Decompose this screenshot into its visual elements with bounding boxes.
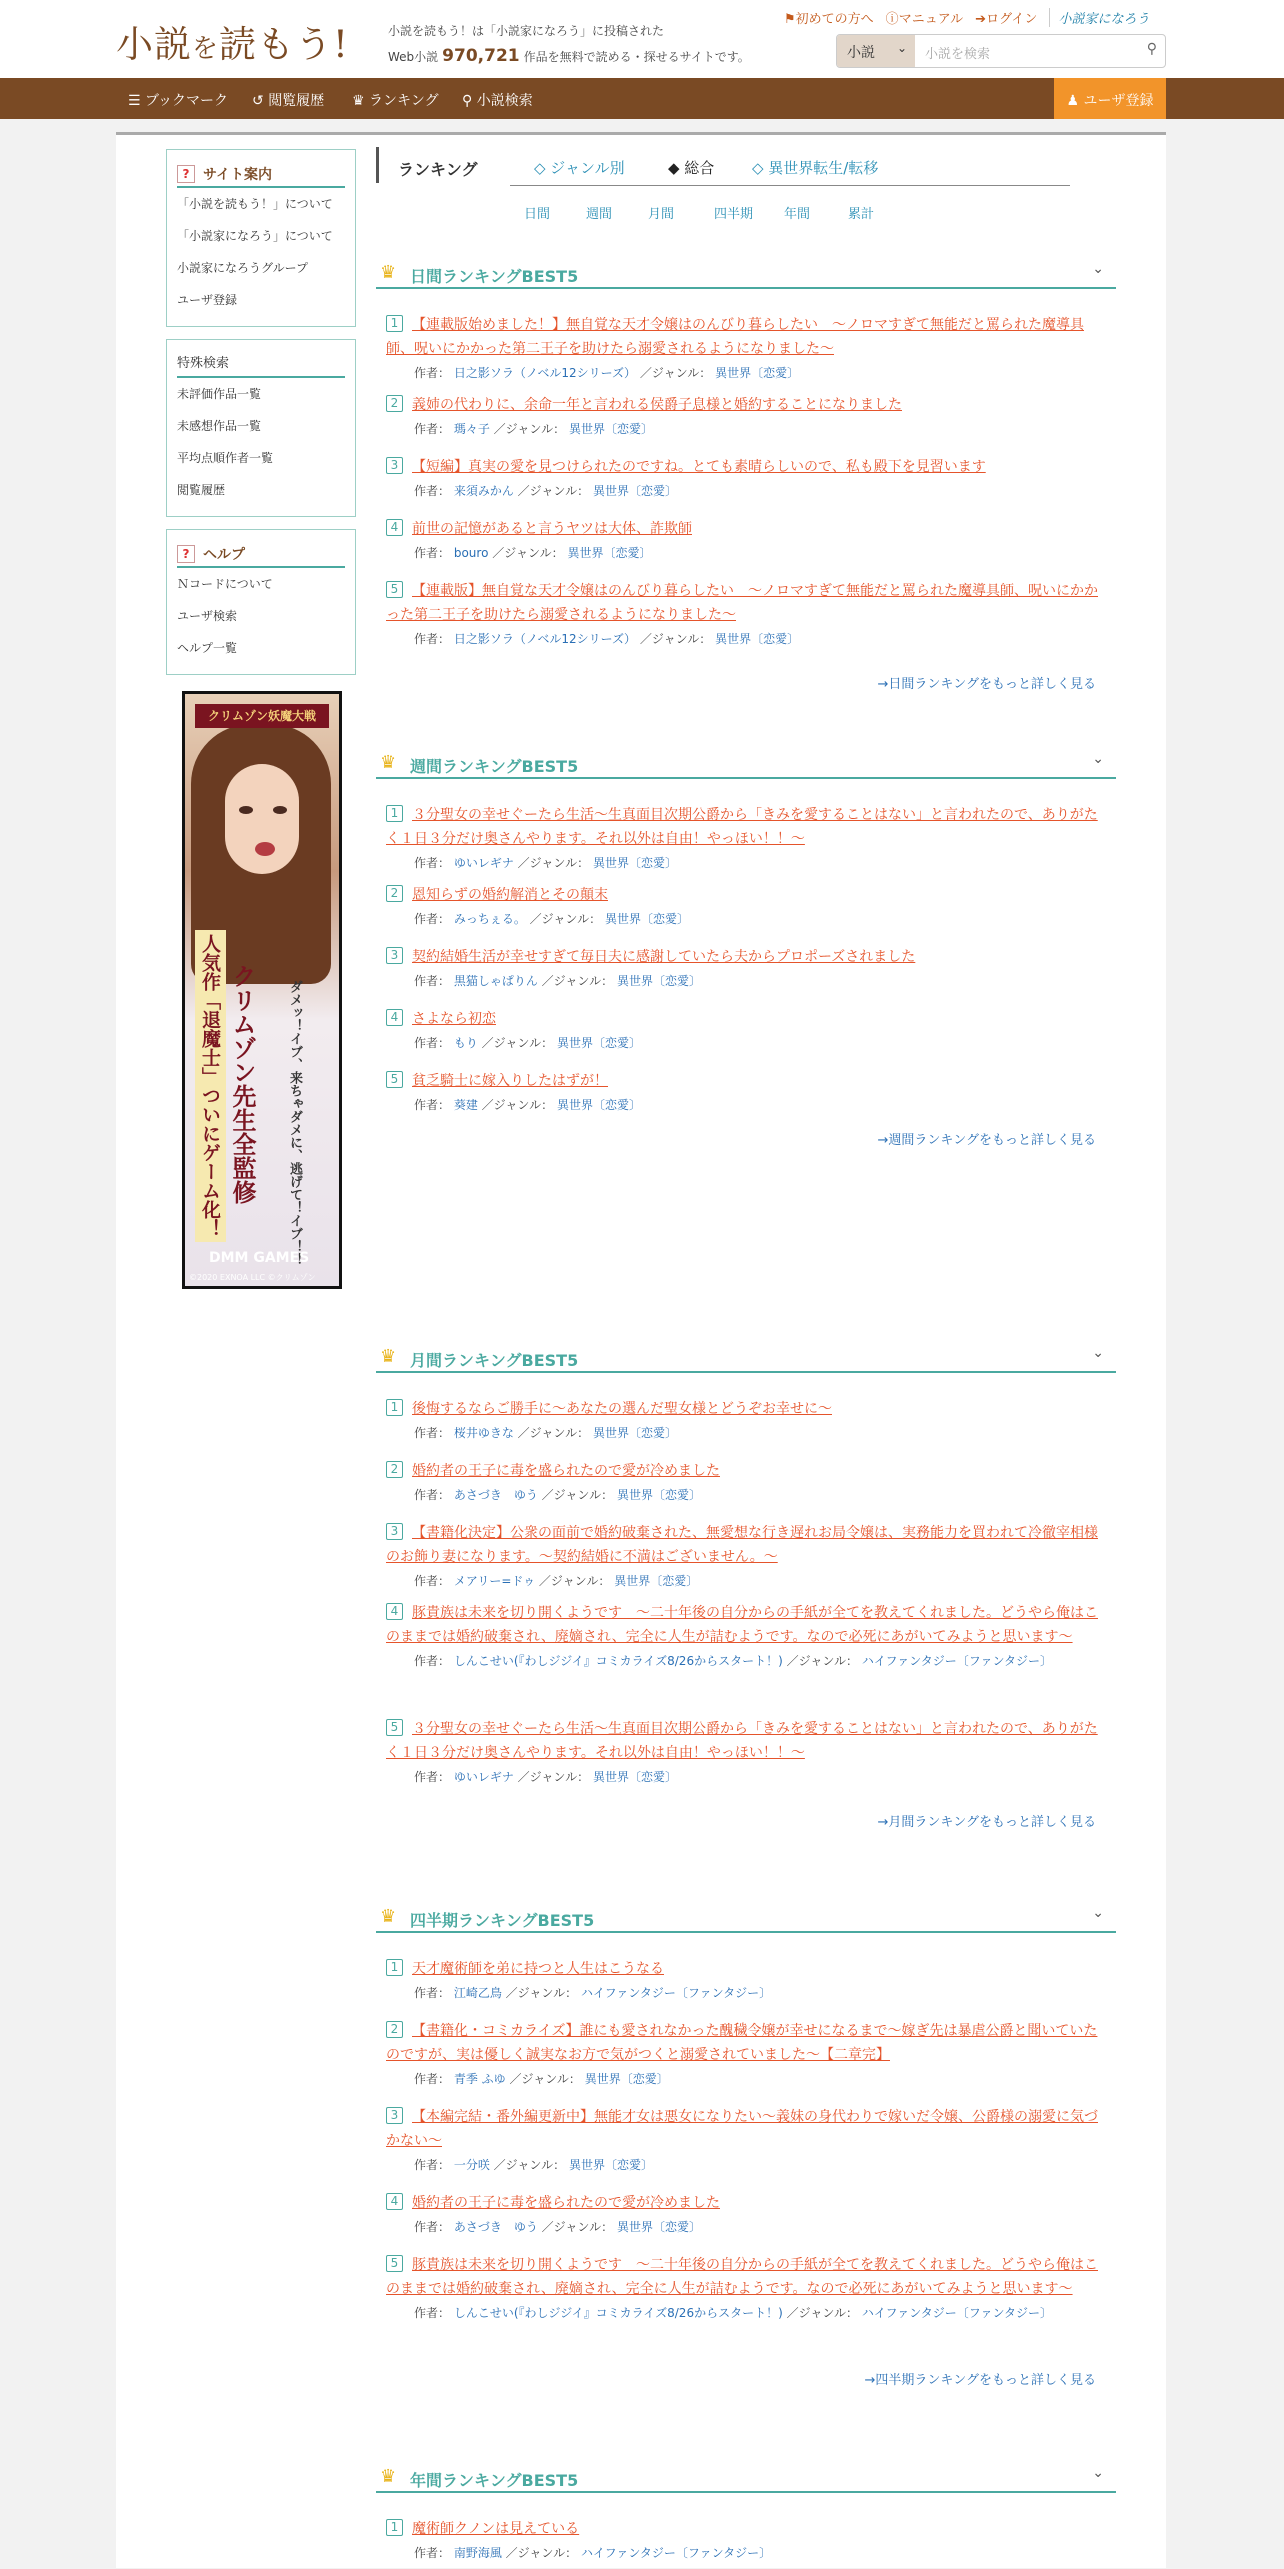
entry-meta: 作者： 江崎乙鳥 ／ジャンル： ハイファンタジー〔ファンタジー〕	[414, 1986, 772, 2000]
ad-title: クリムゾン妖魔大戦	[195, 704, 329, 728]
section-title: 年間ランキングBEST5	[410, 2471, 579, 2490]
entry-meta: 作者： あさづき ゆう ／ジャンル： 異世界〔恋愛〕	[414, 1488, 701, 1502]
chevron-down-icon[interactable]: ⌄	[1092, 1345, 1104, 1361]
author-link[interactable]: 江崎乙鳥	[453, 1986, 502, 2000]
rank-number: 1	[386, 1399, 403, 1416]
ranking-entry	[386, 2019, 1106, 2089]
entry-title-link[interactable]: 天才魔術師を弟に持つと人生はこうなる	[412, 1961, 664, 1977]
ad-character-eye	[273, 806, 287, 814]
section-title: 四半期ランキングBEST5	[410, 1911, 595, 1930]
rank-number: 5	[386, 2255, 403, 2272]
sidebar-help	[166, 529, 356, 675]
entry-meta: 作者： 日之影ソラ（ノベル12シリーズ） ／ジャンル： 異世界〔恋愛〕	[414, 632, 800, 646]
tab-genre[interactable]: ◇ ジャンル別	[534, 159, 625, 177]
nav-search-label: 小説検索	[476, 93, 533, 109]
entry-meta: 作者： みっちぇる。 ／ジャンル： 異世界〔恋愛〕	[414, 912, 689, 926]
tabs-underline	[510, 185, 1070, 186]
genre-link[interactable]: 異世界〔恋愛〕	[616, 2220, 701, 2234]
ranking-entry	[386, 1717, 1106, 1787]
genre-link[interactable]: 異世界〔恋愛〕	[616, 1488, 701, 1502]
chevron-down-icon[interactable]: ⌄	[1092, 261, 1104, 277]
sidebar-special	[166, 339, 356, 517]
ranking-entry	[386, 2105, 1106, 2175]
section-monthly	[376, 1339, 1116, 1859]
author-link[interactable]: 葵建	[453, 1098, 478, 1112]
section-header[interactable]	[376, 745, 1116, 779]
period-quarterly[interactable]: 四半期	[714, 207, 754, 222]
search-box	[836, 34, 1166, 68]
user-register-button[interactable]	[1054, 78, 1166, 119]
author-link[interactable]: 日之影ソラ（ノベル12シリーズ）	[453, 366, 637, 380]
genre-link[interactable]: 異世界〔恋愛〕	[556, 1036, 641, 1050]
entry-meta: 作者： 桜井ゆきな ／ジャンル： 異世界〔恋愛〕	[414, 1426, 677, 1440]
search-category-value: 小説	[847, 45, 875, 61]
sidebar-item-avg-author[interactable]: 平均点順作者一覧	[177, 451, 274, 465]
rank-number: 3	[386, 1523, 403, 1540]
ranking-entry	[386, 1069, 1106, 1115]
ranking-entry	[386, 945, 1106, 991]
section-yearly	[376, 2459, 1116, 2569]
work-count: 970,721	[442, 46, 520, 66]
site-logo[interactable]	[116, 14, 349, 68]
ad-copyright: ©2020 EXNOA LLC ©クリムゾン	[189, 1273, 316, 1282]
ranking-entry	[386, 883, 1106, 929]
nav-history-label: 閲覧履歴	[268, 93, 325, 109]
entry-title-link[interactable]: 【連載版始めました！】無自覚な天才令嬢はのんびり暮らしたい ～ノロマすぎて無能だと罵られた魔導具師、呪いにかかった第二王子を助けたら溺愛されるようになりました～	[386, 317, 1084, 357]
rank-number: 5	[386, 581, 403, 598]
author-link[interactable]: 南野海風	[453, 2546, 502, 2560]
genre-link[interactable]: ハイファンタジー〔ファンタジー〕	[580, 2546, 772, 2560]
flag-icon: ⚑	[784, 12, 796, 27]
entry-title-link[interactable]: 【書籍化決定】公衆の面前で婚約破棄された、無愛想な行き遅れお局令嬢は、実務能力を買われて冷徹宰相様のお飾り妻になります。～契約結婚に不満はございません。～	[386, 1525, 1098, 1565]
period-yearly[interactable]: 年間	[784, 207, 811, 222]
rank-number: 3	[386, 2107, 403, 2124]
nav-search[interactable]	[462, 90, 533, 110]
ad-character-face	[225, 764, 299, 874]
ranking-entry	[386, 1601, 1106, 1671]
entry-meta: 作者： 葵建 ／ジャンル： 異世界〔恋愛〕	[414, 1098, 641, 1112]
entry-meta: 作者： ゆいレギナ ／ジャンル： 異世界〔恋愛〕	[414, 1770, 677, 1784]
beginner-link-label: 初めての方へ	[795, 12, 874, 27]
section-header[interactable]	[376, 1899, 1116, 1933]
rank-number: 4	[386, 1603, 403, 1620]
sidebar-item-about-yomou[interactable]: 「小説を読もう！」について	[177, 197, 333, 211]
search-icon[interactable]: ⚲	[1146, 41, 1157, 57]
genre-link[interactable]: 異世界〔恋愛〕	[592, 1770, 677, 1784]
entry-title-link[interactable]: 義姉の代わりに、余命一年と言われる侯爵子息様と婚約することになりました	[412, 397, 902, 413]
ad-dialogue: ダメッ！イブ、来ちゃダメに、逃げて！イブ！！	[287, 980, 302, 1266]
author-link[interactable]: bouro	[453, 546, 489, 560]
ad-character-mouth	[255, 842, 275, 856]
sidebar-item-about-narou[interactable]: 「小説家になろう」について	[177, 229, 333, 243]
author-link[interactable]: しんこせい(『わしジジイ』コミカライズ8/26からスタート！)	[453, 1654, 783, 1668]
genre-link[interactable]: 異世界〔恋愛〕	[592, 856, 677, 870]
section-title: 日間ランキングBEST5	[410, 267, 579, 286]
section-title: 週間ランキングBEST5	[410, 757, 579, 776]
author-link[interactable]: ゆいレギナ	[453, 1770, 514, 1784]
ranking-entry	[386, 1459, 1106, 1505]
ranking-title: ランキング	[398, 160, 478, 179]
sidebar-item-register[interactable]: ユーザ登録	[177, 293, 238, 307]
question-icon: ?	[177, 165, 195, 183]
genre-link[interactable]: 異世界〔恋愛〕	[614, 1574, 699, 1588]
entry-title-link[interactable]: 【本編完結・番外編更新中】無能才女は悪女になりたい～義妹の身代わりで嫁いだ令嬢、公爵様の溺愛に気づかない～	[386, 2109, 1098, 2149]
search-category-select[interactable]	[837, 35, 915, 67]
question-icon: ?	[177, 545, 195, 563]
crown-icon: ♛	[380, 262, 397, 283]
crown-icon: ♛	[380, 2466, 397, 2487]
rank-number: 4	[386, 519, 403, 536]
main-content	[116, 132, 1166, 2568]
ad-brand-logo: DMM GAMES	[209, 1250, 310, 1266]
manual-link[interactable]	[886, 8, 964, 27]
section-title: 月間ランキングBEST5	[410, 1351, 579, 1370]
chevron-down-icon[interactable]: ⌄	[1092, 2465, 1104, 2481]
sidebar-item-no-review[interactable]: 未感想作品一覧	[177, 419, 262, 433]
author-link[interactable]: みっちぇる。	[453, 912, 526, 926]
nav-ranking-label: ランキング	[369, 93, 439, 109]
user-icon: ♟	[1066, 93, 1080, 109]
rank-number: 2	[386, 395, 403, 412]
entry-title-link[interactable]: さよなら初恋	[412, 1011, 496, 1027]
period-daily[interactable]: 日間	[524, 207, 551, 222]
entry-meta: 作者： 黒猫しゃぱりん ／ジャンル： 異世界〔恋愛〕	[414, 974, 701, 988]
narou-link[interactable]: 小説家になろう	[1049, 8, 1149, 27]
login-link[interactable]	[975, 8, 1037, 27]
author-link[interactable]: ゆいレギナ	[453, 856, 514, 870]
ranking-entry	[386, 517, 1106, 563]
entry-title-link[interactable]: 契約結婚生活が幸せすぎて毎日夫に感謝していたら夫からプロポーズされました	[412, 949, 916, 965]
rank-number: 2	[386, 2021, 403, 2038]
nav-bookmark-label: ブックマーク	[145, 93, 229, 109]
entry-meta: 作者： メアリー=ドゥ ／ジャンル： 異世界〔恋愛〕	[414, 1574, 699, 1588]
entry-meta: 作者： もり ／ジャンル： 異世界〔恋愛〕	[414, 1036, 641, 1050]
entry-title-link[interactable]: 【連載版】無自覚な天才令嬢はのんびり暮らしたい ～ノロマすぎて無能だと罵られた魔導具師、呪いにかかった第二王子を助けたら溺愛されるようになりました～	[386, 583, 1098, 623]
manual-link-label: マニュアル	[898, 12, 964, 27]
period-total[interactable]: 累計	[848, 207, 875, 222]
ranking-entry	[386, 2253, 1106, 2323]
entry-meta: 作者： 日之影ソラ（ノベル12シリーズ） ／ジャンル： 異世界〔恋愛〕	[414, 366, 800, 380]
sidebar-guide-header	[177, 150, 345, 188]
genre-link[interactable]: 異世界〔恋愛〕	[604, 912, 689, 926]
ranking-entry	[386, 1957, 1106, 2003]
author-link[interactable]: 黒猫しゃぱりん	[453, 974, 538, 988]
ranking-entry	[386, 1521, 1106, 1591]
section-daily	[376, 255, 1116, 695]
entry-title-link[interactable]: 魔術師クノンは見えている	[412, 2521, 580, 2537]
tab-overall[interactable]: ◆ 総合	[668, 159, 715, 177]
genre-link[interactable]: 異世界〔恋愛〕	[592, 1426, 677, 1440]
main-nav	[0, 78, 1284, 119]
sidebar-item-ncode[interactable]: Ｎコードについて	[177, 577, 273, 591]
entry-title-link[interactable]: ３分聖女の幸せぐーたら生活～生真面目次期公爵から「きみを愛することはない」と言われたので、ありがたく１日３分だけ奥さんやります。それ以外は自由！やっほい！！～	[386, 1721, 1098, 1761]
sidebar-item-user-search[interactable]: ユーザ検索	[177, 609, 238, 623]
rank-number: 2	[386, 1461, 403, 1478]
logo-text-main: 小説	[116, 23, 192, 66]
desc-prefix: Web小説	[388, 50, 439, 64]
author-link[interactable]: 来須みかん	[453, 484, 514, 498]
history-icon: ↺	[252, 93, 264, 109]
genre-link[interactable]: ハイファンタジー〔ファンタジー〕	[861, 2306, 1053, 2320]
entry-meta: 作者： しんこせい(『わしジジイ』コミカライズ8/26からスタート！) ／ジャンル： ハイファンタジー〔ファンタジー〕	[414, 1654, 1053, 1668]
rank-number: 1	[386, 2519, 403, 2536]
nav-ranking[interactable]	[352, 90, 439, 110]
author-link[interactable]: 桜井ゆきな	[453, 1426, 514, 1440]
entry-title-link[interactable]: ３分聖女の幸せぐーたら生活～生真面目次期公爵から「きみを愛することはない」と言われたので、ありがたく１日３分だけ奥さんやります。それ以外は自由！やっほい！！～	[386, 807, 1098, 847]
entry-meta: 作者： 青季 ふゆ ／ジャンル： 異世界〔恋愛〕	[414, 2072, 669, 2086]
genre-link[interactable]: 異世界〔恋愛〕	[715, 366, 800, 380]
crown-icon: ♛	[352, 93, 365, 109]
rank-number: 1	[386, 315, 403, 332]
desc-suffix: 作品を無料で読める・探せるサイトです。	[523, 50, 750, 64]
more-monthly-link[interactable]: →月間ランキングをもっと詳しく見る	[877, 1815, 1096, 1830]
period-links	[524, 203, 1084, 223]
genre-link[interactable]: ハイファンタジー〔ファンタジー〕	[580, 1986, 772, 2000]
author-link[interactable]: あさづき ゆう	[453, 2220, 538, 2234]
crown-icon: ♛	[380, 752, 397, 773]
rank-number: 2	[386, 885, 403, 902]
chevron-down-icon: ⌄	[896, 41, 907, 55]
site-description-line1: 小説を読もう！は「小説家になろう」に投稿された	[388, 24, 665, 38]
author-link[interactable]: メアリー=ドゥ	[453, 1574, 536, 1588]
section-header[interactable]	[376, 255, 1116, 289]
sidebar-help-title: ヘルプ	[203, 546, 245, 563]
chevron-down-icon[interactable]: ⌄	[1092, 751, 1104, 767]
entry-meta: 作者： bouro ／ジャンル： 異世界〔恋愛〕	[414, 546, 652, 560]
rank-number: 1	[386, 805, 403, 822]
entry-title-link[interactable]: 【書籍化・コミカライズ】誰にも愛されなかった醜穢令嬢が幸せになるまで～嫁ぎ先は暴虐公爵と聞いていたのですが、実は優しく誠実なお方で気がつくと溺愛されていました～【二章完】	[386, 2023, 1098, 2063]
crown-icon: ♛	[380, 1906, 397, 1927]
more-weekly-link[interactable]: →週間ランキングをもっと詳しく見る	[877, 1133, 1096, 1148]
user-register-label: ユーザ登録	[1083, 93, 1154, 109]
genre-link[interactable]: 異世界〔恋愛〕	[715, 632, 800, 646]
search-input[interactable]: 小説を検索	[925, 47, 991, 62]
entry-meta: 作者： 瑪々子 ／ジャンル： 異世界〔恋愛〕	[414, 422, 653, 436]
author-link[interactable]: しんこせい(『わしジジイ』コミカライズ8/26からスタート！)	[453, 2306, 783, 2320]
genre-link[interactable]: 異世界〔恋愛〕	[568, 2158, 653, 2172]
sidebar-item-unrated[interactable]: 未評価作品一覧	[177, 387, 262, 401]
ad-character-eye	[239, 806, 253, 814]
sidebar-guide-title: サイト案内	[203, 166, 273, 183]
genre-link[interactable]: 異世界〔恋愛〕	[616, 974, 701, 988]
entry-meta: 作者： あさづき ゆう ／ジャンル： 異世界〔恋愛〕	[414, 2220, 701, 2234]
rank-number: 4	[386, 1009, 403, 1026]
site-description-line2	[388, 46, 750, 66]
section-header[interactable]	[376, 2459, 1116, 2493]
author-link[interactable]: 瑪々子	[453, 422, 490, 436]
genre-link[interactable]: 異世界〔恋愛〕	[592, 484, 677, 498]
entry-meta: 作者： しんこせい(『わしジジイ』コミカライズ8/26からスタート！) ／ジャンル： ハイファンタジー〔ファンタジー〕	[414, 2306, 1053, 2320]
ranking-entry	[386, 803, 1106, 873]
author-link[interactable]: もり	[453, 1036, 478, 1050]
genre-link[interactable]: 異世界〔恋愛〕	[556, 1098, 641, 1112]
nav-history[interactable]	[252, 90, 324, 110]
sidebar-item-group[interactable]: 小説家になろうグループ	[177, 261, 309, 275]
genre-link[interactable]: ハイファンタジー〔ファンタジー〕	[861, 1654, 1053, 1668]
entry-title-link[interactable]: 豚貴族は未来を切り開くようです ～二十年後の自分からの手紙が全てを教えてくれました。どうやら俺はこのままでは婚約破棄され、廃嫡され、完全に人生が詰むようです。なので必死にあがいてみようと思います～	[386, 2257, 1098, 2297]
entry-title-link[interactable]: 【短編】真実の愛を見つけられたのですね。とても素晴らしいので、私も殿下を見習います	[412, 459, 986, 475]
ad-tagline: 人気作「退魔士」ついにゲーム化！	[195, 930, 226, 1242]
list-icon: ☰	[128, 93, 141, 109]
ranking-entry	[386, 313, 1106, 383]
site-header	[0, 0, 1284, 78]
entry-meta: 作者： ゆいレギナ ／ジャンル： 異世界〔恋愛〕	[414, 856, 677, 870]
author-link[interactable]: 青季 ふゆ	[453, 2072, 506, 2086]
rank-number: 3	[386, 457, 403, 474]
beginner-link[interactable]	[784, 8, 874, 27]
author-link[interactable]: あさづき ゆう	[453, 1488, 538, 1502]
entry-title-link[interactable]: 婚約者の王子に毒を盛られたので愛が冷めました	[412, 2195, 720, 2211]
ranking-entry	[386, 393, 1106, 439]
chevron-down-icon[interactable]: ⌄	[1092, 1905, 1104, 1921]
more-daily-link[interactable]: →日間ランキングをもっと詳しく見る	[877, 677, 1096, 692]
entry-meta: 作者： 南野海風 ／ジャンル： ハイファンタジー〔ファンタジー〕	[414, 2546, 772, 2560]
question-icon: ⓘ	[885, 12, 899, 27]
rank-number: 4	[386, 2193, 403, 2210]
sidebar-guide	[166, 149, 356, 327]
period-monthly[interactable]: 月間	[648, 207, 675, 222]
ranking-entry	[386, 455, 1106, 501]
rank-number: 5	[386, 1719, 403, 1736]
rank-number: 1	[386, 1959, 403, 1976]
genre-link[interactable]: 異世界〔恋愛〕	[568, 422, 653, 436]
genre-link[interactable]: 異世界〔恋愛〕	[584, 2072, 669, 2086]
ranking-entry	[386, 579, 1106, 649]
ranking-entry	[386, 1397, 1106, 1443]
entry-title-link[interactable]: 後悔するならご勝手に～あなたの選んだ聖女様とどうぞお幸せに～	[412, 1401, 832, 1417]
genre-link[interactable]: 異世界〔恋愛〕	[567, 546, 652, 560]
entry-title-link[interactable]: 豚貴族は未来を切り開くようです ～二十年後の自分からの手紙が全てを教えてくれました。どうやら俺はこのままでは婚約破棄され、廃嫡され、完全に人生が詰むようです。なので必死にあがいてみようと思います～	[386, 1605, 1098, 1645]
login-link-label: ログイン	[986, 12, 1038, 27]
sidebar-item-history[interactable]: 閲覧履歴	[177, 483, 226, 497]
tab-isekai[interactable]: ◇ 異世界転生/転移	[752, 159, 879, 177]
entry-title-link[interactable]: 恩知らずの婚約解消とその顛末	[412, 887, 608, 903]
entry-title-link[interactable]: 貧乏騎士に嫁入りしたはずが！	[412, 1073, 608, 1089]
logo-text-rest: 読もう!	[219, 23, 349, 66]
entry-meta: 作者： 一分咲 ／ジャンル： 異世界〔恋愛〕	[414, 2158, 653, 2172]
search-icon: ⚲	[462, 93, 473, 109]
author-link[interactable]: 一分咲	[453, 2158, 490, 2172]
sidebar-special-title: 特殊検索	[177, 340, 345, 378]
entry-meta: 作者： 来須みかん ／ジャンル： 異世界〔恋愛〕	[414, 484, 677, 498]
top-links	[784, 8, 1149, 27]
nav-bookmark[interactable]	[128, 90, 228, 110]
period-weekly[interactable]: 週間	[586, 207, 613, 222]
crown-icon: ♛	[380, 1346, 397, 1367]
sidebar-item-help-list[interactable]: ヘルプ一覧	[177, 641, 238, 655]
advertisement-banner[interactable]	[182, 691, 342, 1289]
more-quarterly-link[interactable]: →四半期ランキングをもっと詳しく見る	[864, 2373, 1096, 2388]
ad-supervisor: クリムゾン先生全監修	[228, 964, 256, 1204]
entry-title-link[interactable]: 婚約者の王子に毒を盛られたので愛が冷めました	[412, 1463, 720, 1479]
login-icon: ➔	[975, 12, 987, 27]
section-quarterly	[376, 1899, 1116, 2439]
logo-text-small: を	[192, 34, 220, 64]
ranking-title-bar	[376, 147, 379, 183]
rank-number: 3	[386, 947, 403, 964]
ranking-entry	[386, 2517, 1106, 2563]
ranking-entry	[386, 1007, 1106, 1053]
sidebar-help-header	[177, 530, 345, 568]
ranking-tabs	[376, 147, 1086, 203]
section-header[interactable]	[376, 1339, 1116, 1373]
entry-title-link[interactable]: 前世の記憶があると言うヤツは大体、詐欺師	[412, 521, 692, 537]
section-weekly	[376, 745, 1116, 1205]
ranking-entry	[386, 2191, 1106, 2237]
author-link[interactable]: 日之影ソラ（ノベル12シリーズ）	[453, 632, 637, 646]
rank-number: 5	[386, 1071, 403, 1088]
